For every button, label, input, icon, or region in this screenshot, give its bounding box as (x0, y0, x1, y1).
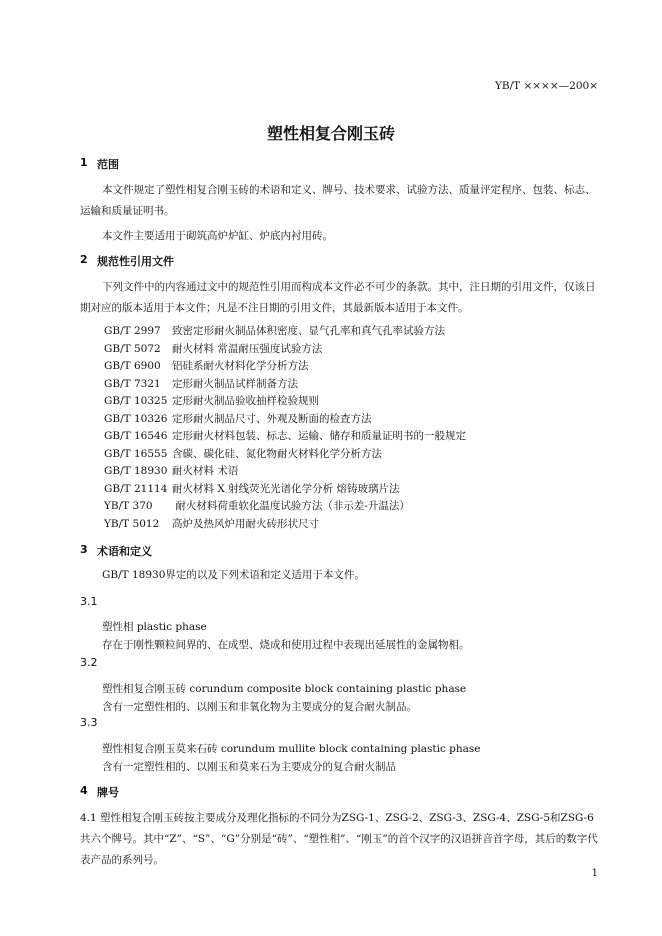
reference-row (104, 463, 238, 478)
reference-code: YB/T 370 (104, 500, 153, 512)
term-name: 塑性相 plastic phase (102, 621, 207, 633)
reference-code: GB/T 16555 (104, 448, 168, 460)
reference-row (104, 411, 372, 426)
reference-row (104, 323, 445, 338)
reference-title: 耐火材料 术语 (172, 465, 239, 477)
reference-code: GB/T 21114 (104, 483, 168, 495)
term-definition: 含有一定塑性相的、以刚玉和莫来石为主要成分的复合耐火制品 (102, 761, 396, 773)
reference-row (104, 481, 400, 496)
document-title: 塑性相复合刚玉砖 (266, 124, 395, 143)
reference-title: 耐火材料荷重软化温度试验方法（非示差-升温法） (172, 500, 410, 512)
reference-row (104, 428, 466, 443)
reference-title: 定形耐火材料包装、标志、运输、储存和质量证明书的一般规定 (172, 430, 466, 442)
term-number: 3.2 (80, 656, 98, 669)
reference-row (104, 446, 382, 461)
section-4-heading: 牌号 (97, 786, 119, 799)
section-2-paragraph-1: 下列文件中的内容通过文中的规范性引用而构成本文件必不可少的条款。其中，注日期的引用文件，仅该日期对应的版本适用于本文件；凡是不注日期的引用文件，其最新版本适用于本文件。 (80, 281, 596, 314)
reference-title: 含碳、碳化硅、氮化物耐火材料化学分析方法 (172, 448, 382, 460)
section-3-intro: GB/T 18930界定的以及下列术语和定义适用于本文件。 (102, 569, 365, 581)
page-number: 1 (591, 868, 598, 879)
reference-code: GB/T 2997 (104, 325, 161, 337)
term-number: 3.3 (80, 716, 98, 729)
section-1-heading: 范围 (97, 158, 119, 171)
reference-title: 耐火材料 常温耐压强度试验方法 (172, 343, 323, 355)
section-3-number: 3 (80, 543, 88, 556)
section-4-paragraph-1: 4.1 塑性相复合刚玉砖按主要成分及理化指标的不同分为ZSG-1、ZSG-2、ZSG-3、ZSG-4、ZSG-5和ZSG-6共六个牌号。其中“Z”、“S”、“G”分别是“砖”、“塑性相”、“刚玉”的首个汉字的汉语拼音首字母，其后的数字代表产品的系列号。 (80, 812, 598, 866)
reference-code: GB/T 10325 (104, 395, 168, 407)
reference-title: 定形耐火制品尺寸、外观及断面的检查方法 (172, 413, 372, 425)
reference-code: GB/T 10326 (104, 413, 168, 425)
reference-code: GB/T 6900 (104, 360, 161, 372)
reference-code: GB/T 16546 (104, 430, 168, 442)
reference-code: GB/T 5072 (104, 343, 161, 355)
standard-number: YB/T ××××—200× (494, 80, 598, 92)
section-3-heading: 术语和定义 (97, 545, 152, 558)
reference-code: GB/T 7321 (104, 378, 161, 390)
section-4-number: 4 (80, 784, 88, 797)
reference-row (104, 376, 298, 391)
reference-title: 高炉及热风炉用耐火砖形状尺寸 (172, 518, 319, 530)
reference-title: 定形耐火制品试样制备方法 (172, 378, 298, 390)
term-definition: 含有一定塑性相的、以刚玉和非氧化物为主要成分的复合耐火制品。 (102, 701, 417, 713)
reference-title: 致密定形耐火制品体积密度、显气孔率和真气孔率试验方法 (172, 325, 445, 337)
reference-row (104, 393, 319, 408)
term-name: 塑性相复合刚玉砖 corundum composite block containing plastic phase (102, 683, 467, 695)
reference-row (104, 341, 322, 356)
reference-title: 耐火材料 X 射线荧光光谱化学分析 熔铸玻璃片法 (172, 483, 400, 495)
section-2-number: 2 (80, 253, 88, 266)
reference-title: 定形耐火制品验收抽样检验规则 (172, 395, 319, 407)
reference-code: YB/T 5012 (104, 518, 160, 530)
reference-title: 铝硅系耐火材料化学分析方法 (172, 360, 309, 372)
reference-row (104, 516, 319, 531)
reference-row (104, 358, 309, 373)
reference-row (104, 498, 410, 513)
term-name: 塑性相复合刚玉莫来石砖 corundum mullite block containing plastic phase (102, 743, 481, 755)
section-1-paragraph-1: 本文件规定了塑性相复合刚玉砖的术语和定义、牌号、技术要求、试验方法、质量评定程序、包装、标志、运输和质量证明书。 (80, 184, 596, 217)
section-1-paragraph-2: 本文件主要适用于砌筑高炉炉缸、炉底内衬用砖。 (102, 230, 333, 242)
term-definition: 存在于刚性颗粒间界的、在成型、烧成和使用过程中表现出延展性的金属物相。 (102, 639, 470, 651)
section-2-heading: 规范性引用文件 (97, 255, 174, 268)
section-1-number: 1 (80, 156, 88, 169)
reference-code: GB/T 18930 (104, 465, 168, 477)
term-number: 3.1 (80, 595, 98, 608)
